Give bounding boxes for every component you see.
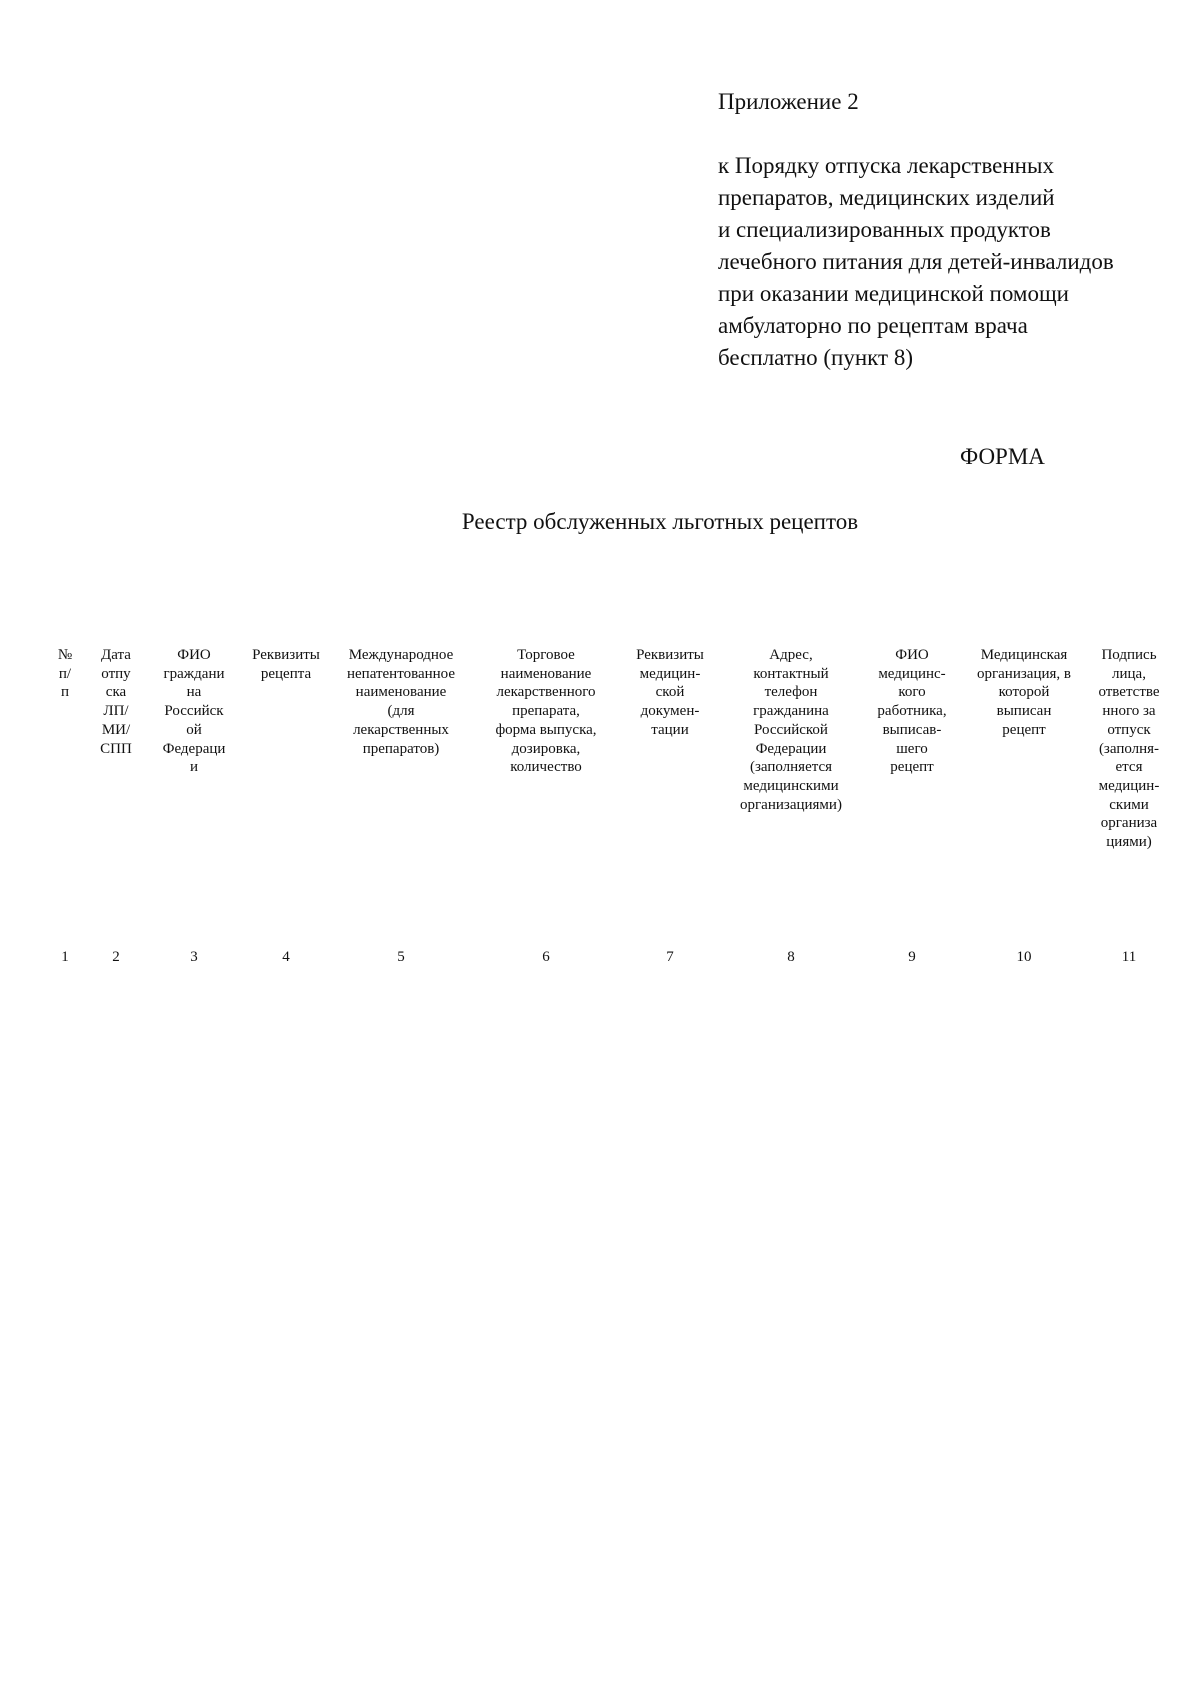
column-number: 9 [908,949,916,965]
column-number: 6 [542,949,550,965]
appendix-reference-line: к Порядку отпуска лекарственных [718,153,1054,178]
column-number: 7 [666,949,674,965]
appendix-reference [718,150,1158,374]
form-label: ФОРМА [960,444,1045,469]
appendix-reference-line: и специализированных продуктов [718,217,1051,242]
column-header-prescription-details: Реквизиты рецепта [252,647,320,682]
column-number: 8 [787,949,795,965]
column-header-inn: Международное непатентованное наименование (для лекарственных препаратов) [346,647,456,757]
column-number: 11 [1121,949,1137,965]
appendix-title: Приложение 2 [718,89,859,114]
column-header-medical-worker: ФИО медицинс- кого работника, выписав- шего рецепт [877,647,947,776]
appendix-block [718,86,1158,374]
column-header-dispense-date: Дата отпу ска ЛП/ МИ/ СПП [100,647,132,757]
column-number: 5 [397,949,405,965]
column-number: 1 [61,949,69,965]
column-header-row-number: № п/ п [57,647,73,701]
column-header-citizen-name: ФИО граждани на Российск ой Федераци и [162,647,226,776]
appendix-reference-line: лечебного питания для детей-инвалидов [718,249,1114,274]
column-header-medical-organization: Медицинская организация, в которой выписан рецепт [977,647,1071,738]
column-number: 2 [112,949,120,965]
column-header-medical-docs: Реквизиты медицин- ской докумен- тации [636,647,704,738]
appendix-reference-line: бесплатно (пункт 8) [718,345,914,370]
column-number: 10 [1016,949,1032,965]
column-header-address-phone: Адрес, контактный телефон гражданина Российской Федерации (заполняется медицинскими организациями) [740,647,842,813]
column-number: 4 [282,949,290,965]
column-number: 3 [190,949,198,965]
appendix-reference-line: при оказании медицинской помощи [718,281,1069,306]
appendix-reference-line: амбулаторно по рецептам врача [718,313,1028,338]
column-header-trade-name: Торговое наименование лекарственного препарата, форма выпуска, дозировка, количество [495,647,597,776]
column-header-signature: Подпись лица, ответстве нного за отпуск (заполня- ется медицин- скими организа циями) [1098,647,1160,851]
registry-title: Реестр обслуженных льготных рецептов [461,509,859,534]
appendix-reference-line: препаратов, медицинских изделий [718,185,1055,210]
